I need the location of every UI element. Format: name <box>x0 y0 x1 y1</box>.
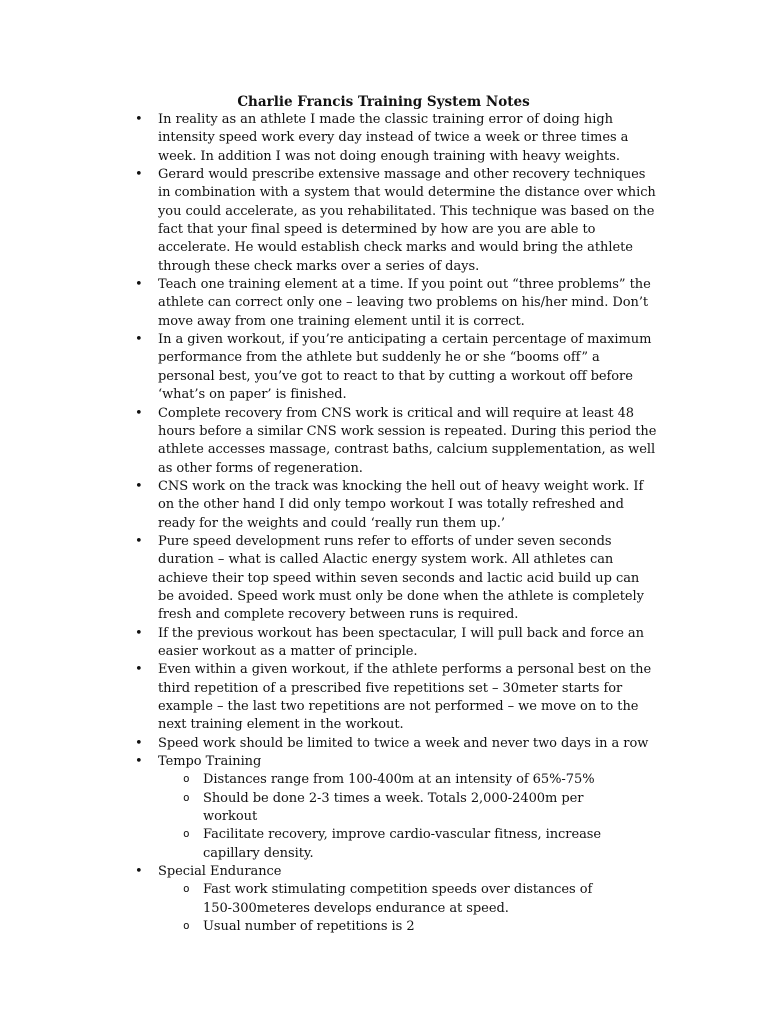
bullet-icon: • <box>135 864 143 880</box>
list-item <box>0 863 658 936</box>
sub-list-item <box>158 771 623 789</box>
bullet-icon: • <box>135 754 143 770</box>
list-item <box>0 405 658 478</box>
list-item-text: Complete recovery from CNS work is critical and will require at least 48 hours before a similar CNS work session is repeated. During this period the athlete accesses massage, contrast baths, calcium supplementation, as well as other forms of regeneration. <box>158 405 657 476</box>
list-item <box>0 111 658 166</box>
bullet-icon: • <box>135 277 143 293</box>
sub-list-item <box>158 918 623 936</box>
circle-bullet-icon: o <box>183 919 190 933</box>
list-item <box>0 753 658 863</box>
document-title <box>0 93 768 111</box>
list-item-text: CNS work on the track was knocking the hell out of heavy weight work. If on the other hand I did only tempo workout I was totally refreshed and ready for the weights and could ‘really run them up.’ <box>158 478 644 531</box>
document-body <box>0 111 768 936</box>
notes-list <box>0 111 768 936</box>
sub-list-item-text: Fast work stimulating competition speeds over distances of 150-300meteres develops endurance at speed. <box>203 882 593 916</box>
sub-list-item <box>158 826 623 863</box>
bullet-icon: • <box>135 478 143 494</box>
document-title-text: Charlie Francis Training System Notes <box>237 94 530 110</box>
list-item <box>0 625 658 662</box>
bullet-icon: • <box>135 112 143 127</box>
bullet-icon: • <box>135 332 143 348</box>
sub-list-item-text: Should be done 2-3 times a week. Totals 2,000-2400m per workout <box>203 790 584 825</box>
sub-list-item <box>158 881 623 918</box>
circle-bullet-icon: o <box>183 827 190 841</box>
list-item <box>0 533 658 625</box>
list-item-text: Gerard would prescribe extensive massage and other recovery techniques in combination with a system that would determine the distance over which you could accelerate, as you rehabilitated. This technique was based on the fact that your final speed is determined by how are you are able to accelerate. He would establish check marks and would bring the athlete through these check marks over a series of days. <box>158 167 656 274</box>
circle-bullet-icon: o <box>183 882 190 896</box>
bullet-icon: • <box>135 735 143 751</box>
list-item-text: Even within a given workout, if the athlete performs a personal best on the third repetition of a prescribed five repetitions set – 30meter starts for example – the last two repetitions are not performed – we move on to the next training element in the workout. <box>158 662 652 733</box>
list-item <box>0 478 658 533</box>
list-item <box>0 166 658 276</box>
list-item-text: Pure speed development runs refer to efforts of under seven seconds duration – what is called Alactic energy system work. All athletes can achieve their top speed within seven seconds and lactic acid build up can be avoided. Speed work must only be done when the athlete is completely fresh and complete recovery between runs is required. <box>158 533 644 623</box>
sub-list-item-text: Distances range from 100-400m at an intensity of 65%-75% <box>203 772 595 788</box>
bullet-icon: • <box>135 405 143 421</box>
list-item <box>0 276 658 331</box>
sub-list <box>158 771 658 863</box>
list-item-text: Speed work should be limited to twice a week and never two days in a row <box>158 735 649 751</box>
sub-list-item <box>158 790 623 827</box>
circle-bullet-icon: o <box>183 790 190 804</box>
list-item-text: Tempo Training <box>158 754 262 770</box>
sub-list-item-text: Usual number of repetitions is 2 <box>203 919 415 935</box>
circle-bullet-icon: o <box>183 772 190 786</box>
bullet-icon: • <box>135 662 143 678</box>
bullet-icon: • <box>135 625 143 641</box>
sub-list <box>158 881 658 936</box>
list-item-text: Special Endurance <box>158 864 282 880</box>
sub-list-item-text: Facilitate recovery, improve cardio-vascular fitness, increase capillary density. <box>203 827 602 861</box>
list-item <box>0 661 658 734</box>
list-item-text: In a given workout, if you’re anticipating a certain percentage of maximum performance from the athlete but suddenly he or she “booms off” a personal best, you’ve got to react to that by cutting a workout off before ‘what’s on paper’ is finished. <box>158 332 652 403</box>
list-item <box>0 331 658 404</box>
list-item-text: If the previous workout has been spectacular, I will pull back and force an easier workout as a matter of principle. <box>158 625 644 659</box>
list-item <box>0 735 658 753</box>
list-item-text: In reality as an athlete I made the classic training error of doing high intensity speed work every day instead of twice a week or three times a week. In addition I was not doing enough training with heavy weights. <box>158 112 629 164</box>
list-item-text: Teach one training element at a time. If you point out “three problems” the athlete can correct only one – leaving two problems on his/her mind. Don’t move away from one training element until it is correct. <box>158 277 651 329</box>
bullet-icon: • <box>135 167 143 183</box>
bullet-icon: • <box>135 533 143 549</box>
